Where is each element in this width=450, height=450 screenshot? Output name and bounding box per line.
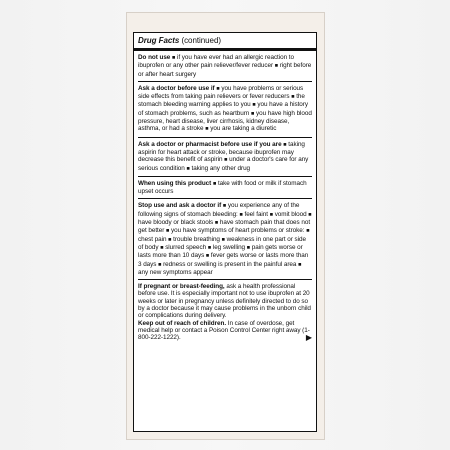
section-item: right before or after heart surgery: [138, 62, 312, 78]
section-item: you have problems or serious side effects from taking pain relievers or fever reducers: [138, 84, 304, 101]
bullet-icon: ■: [214, 220, 219, 227]
section-item: if you have ever had an allergic reaction to ibuprofen or any other pain reliever/fever reducer: [138, 54, 294, 70]
bullet-icon: ■: [212, 180, 217, 187]
bullet-icon: ■: [251, 110, 255, 117]
bullet-icon: ■: [246, 244, 251, 251]
section-item: weakness in one part or side of body: [138, 235, 306, 251]
section-item: slurred speech: [165, 243, 207, 251]
bullet-icon: ■: [224, 157, 228, 164]
section-heading: Ask a doctor before use if: [138, 84, 215, 92]
bullet-icon: ■: [158, 261, 162, 268]
bullet-icon: ■: [252, 102, 256, 109]
drug-facts-header: [134, 36, 316, 51]
bullet-icon: ■: [207, 244, 212, 251]
section-item: have bloody or black stools: [138, 219, 214, 227]
bullet-icon: ■: [205, 253, 210, 260]
section-item: taking aspirin for heart attack or stroke, because ibuprofen may decrease this benefit of aspirin: [138, 140, 305, 164]
section-heading: When using this product: [138, 179, 212, 187]
section-item: chest pain: [138, 235, 167, 243]
section-item: vomit blood: [274, 210, 307, 218]
section-item: trouble breathing: [173, 235, 220, 243]
section-item: fever gets worse or lasts more than 3 days: [138, 252, 309, 268]
bullet-icon: ■: [269, 211, 273, 218]
section-item: any new symptoms appear: [138, 268, 213, 276]
section-item: you have high blood pressure, heart disease, liver cirrhosis, kidney disease, asthma, or had a stroke: [138, 109, 312, 133]
bullet-icon: ■: [216, 85, 220, 92]
continue-arrow-icon: ▶: [305, 333, 312, 343]
section-3: [138, 177, 312, 200]
bullet-icon: ■: [239, 211, 243, 218]
bullet-icon: ■: [160, 244, 164, 251]
section-heading: Ask a doctor or pharmacist before use if you are: [138, 140, 282, 148]
pregnancy-text: ask a health professional before use. It is especially important not to use ibuprofen at 20 weeks or later in pregnancy unless definitely directed to do so by a doctor because it may cause problems in the unborn child or complications during delivery.: [138, 283, 311, 320]
section-item: leg swelling: [212, 243, 246, 251]
section-item: redness or swelling is present in the painful area: [163, 260, 297, 268]
section-0: [138, 51, 312, 82]
drug-facts-title: Drug Facts: [138, 36, 180, 45]
bullet-icon: ■: [274, 63, 279, 70]
bullet-icon: ■: [168, 236, 172, 243]
pregnancy-section: [138, 280, 312, 344]
section-1: [138, 82, 312, 138]
section-4: [138, 199, 312, 280]
section-item: you have symptoms of heart problems or stroke:: [171, 227, 305, 235]
section-item: you experience any of the following signs of stomach bleeding:: [138, 202, 300, 218]
warning-sections: [138, 51, 312, 280]
drug-facts-panel: [133, 32, 317, 432]
children-text: In case of overdose, get medical help or contact a Poison Control Center right away (1-800-222-1222).: [138, 319, 310, 342]
pregnancy-heading: If pregnant or breast-feeding,: [138, 283, 225, 291]
section-item: have stomach pain that does not get better: [138, 219, 311, 235]
bullet-icon: ■: [205, 126, 209, 133]
bullet-icon: ■: [291, 94, 295, 101]
section-2: [138, 138, 312, 177]
bullet-icon: ■: [166, 228, 170, 235]
bullet-icon: ■: [283, 141, 287, 148]
drug-facts-subtitle: (continued): [181, 36, 221, 45]
section-heading: Stop use and ask a doctor if: [138, 202, 222, 210]
bullet-icon: ■: [298, 261, 302, 268]
children-heading: Keep out of reach of children.: [138, 319, 227, 327]
section-item: take with food or milk if stomach upset occurs: [138, 179, 307, 196]
section-item: under a doctor's care for any serious condition: [138, 156, 309, 172]
bullet-icon: ■: [186, 165, 190, 172]
bullet-icon: ■: [306, 228, 310, 235]
section-item: you have a history of stomach problems, such as heartburn: [138, 101, 308, 117]
section-item: pain gets worse or lasts more than 10 days: [138, 243, 303, 260]
section-heading: Do not use: [138, 54, 171, 61]
section-item: the stomach bleeding warning applies to you: [138, 93, 305, 109]
section-item: feel faint: [244, 210, 268, 218]
bullet-icon: ■: [172, 55, 176, 61]
bullet-icon: ■: [308, 211, 312, 218]
section-item: taking any other drug: [191, 164, 251, 172]
section-item: you are taking a diuretic: [210, 125, 277, 133]
bullet-icon: ■: [222, 203, 227, 210]
bullet-icon: ■: [221, 236, 225, 243]
